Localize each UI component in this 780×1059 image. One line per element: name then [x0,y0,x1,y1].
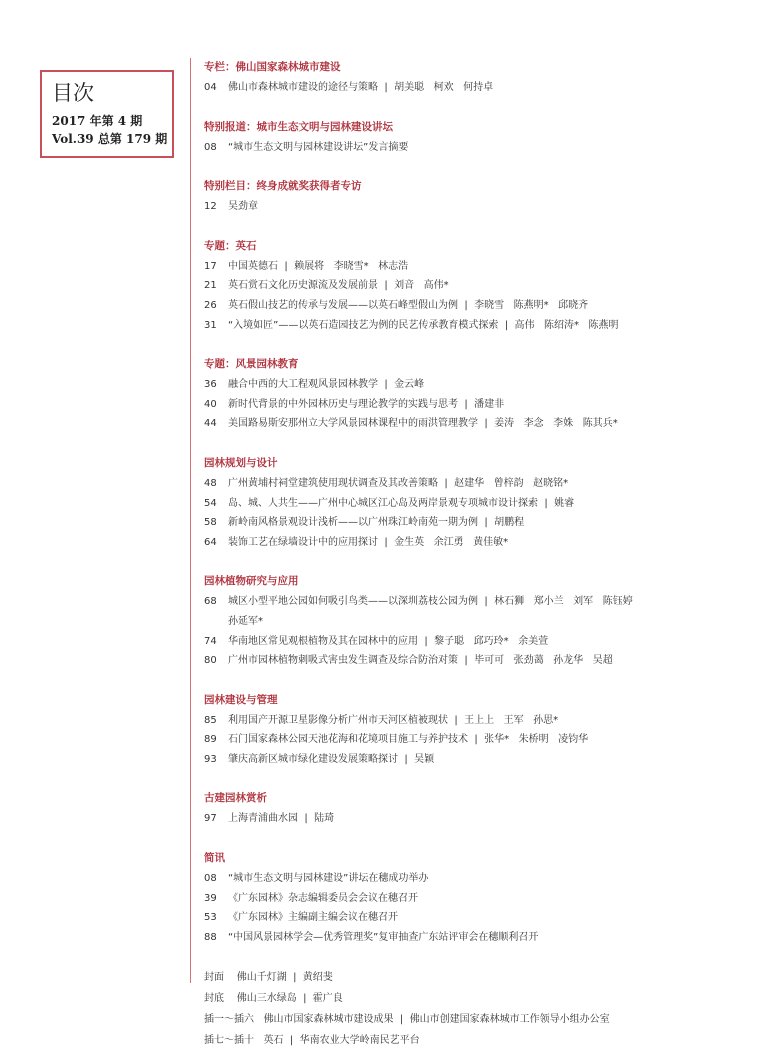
page-number: 88 [204,931,217,943]
section-title: 园林植物研究与应用 [204,575,299,588]
section-title: 专题：风景园林教育 [204,358,299,371]
page-number: 12 [204,201,217,213]
entry-text: 英石赏石文化历史源流及发展前景 | 刘音 高伟* [228,280,449,292]
toc-entry[interactable] [204,711,764,731]
entry-text: “中国风景园林学会—优秀管理奖”复审抽查广东站评审会在穗顺利召开 [228,931,539,943]
entry-text: 《广东园林》杂志编辑委员会会议在穗召开 [228,892,418,904]
entry-text: 英石假山技艺的传承与发展——以英石峰型假山为例 | 李晓雪 陈燕明* 邱晓齐 [228,299,589,311]
page-number: 97 [204,813,217,825]
section-title: 古建园林赏析 [204,792,267,805]
section-title: 专栏：佛山国家森林城市建设 [204,61,341,73]
toc-entry[interactable] [204,730,764,750]
toc-entry[interactable] [204,474,764,494]
section-title: 简讯 [204,852,225,865]
volume-label: Vol.39 总第 179 期 [52,132,168,146]
issue-label: 2017 年第 4 期 [52,114,143,128]
page-number: 68 [204,596,217,608]
toc-entry[interactable] [204,494,764,514]
credit-line: 封底 佛山三水绿岛 | 霍广良 [204,993,343,1005]
page-number [204,612,228,632]
entry-text: 华南地区常见观根植物及其在园林中的应用 | 黎子聪 邱巧玲* 余美萱 [228,635,549,647]
page-number: 17 [204,260,217,272]
credit-line: 封面 佛山千灯湖 | 黄绍斐 [204,972,333,984]
entry-text: 孙延军* [228,615,263,627]
toc-entry[interactable] [204,414,764,434]
toc-title-box [40,70,174,158]
toc-entry[interactable] [204,869,764,889]
entry-text: 美国路易斯安那州立大学风景园林课程中的雨洪管理教学 | 姜涛 李念 李姝 陈其兵* [228,418,618,430]
entry-text: 肇庆高新区城市绿化建设发展策略探讨 | 吴颖 [228,753,435,765]
toc-entry[interactable] [204,651,764,671]
toc-section [204,849,764,947]
page-number: 48 [204,477,217,489]
page-number: 36 [204,379,217,391]
toc-section [204,118,764,158]
page-number: 31 [204,319,217,331]
entry-text: 新时代背景的中外园林历史与理论教学的实践与思考 | 潘建非 [228,398,505,410]
section-title: 特别报道：城市生态文明与园林建设讲坛 [204,120,393,133]
page-number: 54 [204,497,217,509]
toc-entry[interactable] [204,908,764,928]
toc-entry[interactable] [204,809,764,829]
section-title: 园林规划与设计 [204,456,278,469]
page-number: 89 [204,734,217,746]
toc-section [204,789,764,829]
page-number: 58 [204,517,217,529]
entry-text: 新岭南风格景观设计浅析——以广州珠江岭南苑一期为例 | 胡鹏程 [228,517,525,529]
entry-text: 广州黄埔村祠堂建筑使用现状调查及其改善策略 | 赵建华 曾梓韵 赵晓铭* [228,477,569,489]
section-title: 专题：英石 [204,239,257,252]
divider-line [190,58,191,983]
section-title: 园林建设与管理 [204,693,278,706]
entry-text: 吴劲章 [228,201,258,213]
entry-text: 广州市园林植物刺吸式害虫发生调查及综合防治对策 | 毕可可 张劲蔼 孙龙华 吴超 [228,655,613,667]
entry-text: 《广东园林》主编副主编会议在穗召开 [228,912,398,924]
page-number: 53 [204,912,217,924]
toc-section [204,355,764,434]
entry-text: 岛、城、人共生——广州中心城区江心岛及两岸景观专项城市设计探索 | 姚睿 [228,497,575,509]
toc-entry[interactable] [204,78,764,98]
page-number: 44 [204,418,217,430]
page-number: 40 [204,398,217,410]
toc-entry[interactable] [204,632,764,652]
toc-entry[interactable] [204,395,764,415]
toc-section [204,454,764,552]
credit-line: 插一～插六 佛山市国家森林城市建设成果 | 佛山市创建国家森林城市工作领导小组办公室 [204,1014,610,1026]
page-number: 80 [204,655,217,667]
toc-content [204,58,764,1051]
toc-entry[interactable] [204,612,764,632]
toc-entry[interactable] [204,928,764,948]
page-number: 04 [204,82,217,93]
entry-text: 装饰工艺在绿墙设计中的应用探讨 | 金生英 余江勇 黄佳敏* [228,536,509,548]
page-number: 08 [204,141,217,153]
entry-text: 利用国产开源卫星影像分析广州市天河区植被现状 | 王上上 王军 孙思* [228,714,559,726]
page-number: 64 [204,536,217,548]
entry-text: 中国英德石 | 赖展将 李晓雪* 林志浩 [228,260,409,272]
section-title: 特别栏目：终身成就奖获得者专访 [204,180,362,193]
page-number: 93 [204,753,217,765]
entry-text: 上海青浦曲水园 | 陆琦 [228,813,335,825]
toc-entry[interactable] [204,316,764,336]
toc-entry[interactable] [204,533,764,553]
entry-text: 石门国家森林公园天池花海和花境项目施工与养护技术 | 张华* 朱桥明 凌钧华 [228,734,589,746]
toc-entry[interactable] [204,257,764,277]
toc-entry[interactable] [204,296,764,316]
toc-section [204,177,764,217]
page-number: 85 [204,714,217,726]
toc-entry[interactable] [204,375,764,395]
entry-text: 融合中西的大工程观风景园林教学 | 金云峰 [228,379,425,391]
entry-text: 佛山市森林城市建设的途径与策略 | 胡美聪 柯欢 何持卓 [228,82,494,93]
page-number: 21 [204,280,217,292]
toc-entry[interactable] [204,197,764,217]
credit-line: 插七～插十 英石 | 华南农业大学岭南民艺平台 [204,1035,420,1047]
toc-entry[interactable] [204,889,764,909]
entry-text: “入境如匠”——以英石造园技艺为例的民艺传承教育模式探索 | 高伟 陈绍涛* 陈燕明 [228,319,619,331]
toc-section [204,237,764,335]
page-number: 39 [204,892,217,904]
page-number: 08 [204,873,217,885]
toc-section [204,572,764,670]
toc-section [204,58,764,98]
toc-title: 目次 [52,81,94,105]
page-number: 74 [204,635,217,647]
entry-text: 城区小型平地公园如何吸引鸟类——以深圳荔枝公园为例 | 林石狮 郑小兰 刘军 陈钰婷 [228,596,633,608]
toc-entry[interactable] [204,276,764,296]
page-number: 26 [204,299,217,311]
toc-entry[interactable] [204,513,764,533]
toc-entry[interactable] [204,138,764,158]
toc-entry[interactable] [204,750,764,770]
toc-section [204,691,764,770]
entry-text: “城市生态文明与园林建设”讲坛在穗成功举办 [228,873,429,885]
credits-footer [204,967,764,1051]
entry-text: “城市生态文明与园林建设讲坛”发言摘要 [228,141,409,153]
toc-entry[interactable] [204,592,764,612]
